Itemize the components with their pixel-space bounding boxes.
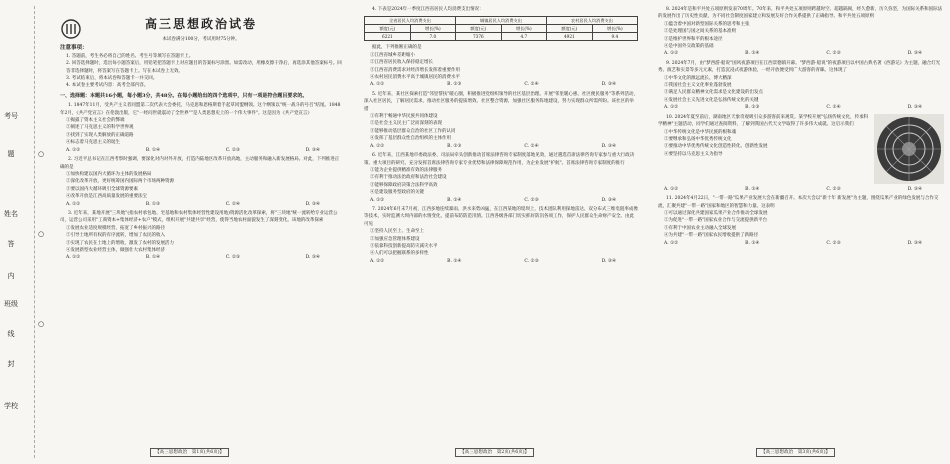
answer-choice: B. ①④	[745, 186, 760, 192]
answer-choices	[364, 197, 638, 204]
table-subheader: 增长(%)	[501, 25, 546, 33]
answer-choice: A. ①②	[664, 105, 679, 111]
question-option: ④农村居民消费水平高于城镇居民的消费水平	[370, 75, 460, 81]
answer-choice: B. ①④	[145, 255, 161, 261]
answer-choices	[60, 147, 342, 154]
question-option: ④改革开放是江西高质量发展的重要法宝	[66, 194, 147, 200]
answer-choice: D. ③④	[907, 240, 922, 246]
answer-choice: D. ③④	[601, 82, 616, 88]
notes-title: 注意事项：	[60, 45, 88, 52]
question-option: ①蕴含着中国对新型国际关系的思考和主张	[664, 21, 750, 27]
answer-choice: A. ①②	[664, 186, 679, 192]
answer-choice: A. ①②	[66, 255, 81, 261]
question-option: ③有利于中国农业主动融入全球发展	[664, 225, 736, 231]
question-option: ①中华传统文化是中华民族的根和魂	[664, 129, 736, 135]
question-option: ②是处理国与国之间关系的基本准则	[664, 29, 736, 35]
question-option: ④标志着马克思主义的诞生	[66, 140, 120, 146]
question-option: ①发展农业适度规模经营，拓宽了乡村振兴的路径	[66, 225, 165, 231]
binding-hole: ○	[38, 150, 45, 158]
section-heading: 一、选择题：本题共16小题，每小题3分，共48分。在每小题给出的四个选项中，只有一项是符合题目要求的。	[60, 92, 308, 99]
answer-choice: C. ②④	[524, 82, 539, 88]
table-subheader: 额度(元)	[365, 25, 411, 33]
page-1	[60, 4, 342, 444]
question-option: ①坚持人民至上、生命至上	[370, 229, 424, 235]
exam-title: 高三思想政治试卷	[144, 17, 257, 31]
page-2	[364, 4, 638, 444]
answer-choice: A. ①②	[370, 143, 385, 149]
answer-choice: D. ③④	[601, 258, 616, 264]
question-option: ③要以国内大循环吸引全球资源要素	[66, 186, 138, 192]
answer-choice: C. ②③	[826, 186, 841, 192]
question-option: ①有利于畅通中华民族共同体建设	[370, 114, 438, 120]
page-footer: 【高三思想政治 第1页(共6页)】	[150, 448, 229, 457]
answer-choices	[364, 143, 638, 150]
question-option: ①江西省城乡差距缩小	[370, 52, 415, 58]
question-option: ④是中国外交政策的基础	[664, 44, 714, 50]
question-option: ④发挥了基层群众性自治组织的主体作用	[370, 136, 451, 142]
question-4: 4. 下表是2024年一季度江西省居民人均消费支出情况：	[372, 7, 484, 12]
answer-choice: C. ②③	[225, 147, 240, 153]
answer-choice: C. ②③	[826, 51, 841, 57]
question-option: ①可以通过深化共建国家瓜果产业合作推动全球发展	[664, 210, 768, 216]
note-item: 4. 本试卷主要考试内容：高考全部内容。	[66, 83, 149, 89]
note-item: 2. 回答选择题时，选出每小题答案后，用铅笔把答题卡上对应题目的答案标号涂黑。如需改动，用橡皮擦干净后，再选涂其他答案标号。回答非选择题时，将答案写在答题卡上。写在本试卷上无效。	[66, 61, 342, 74]
table-header: 城镇居民人均消费支出	[455, 17, 546, 25]
page-footer: 【高三思想政治 第3页(共6页)】	[756, 448, 835, 457]
question-option: ②为促进"一带一路"国家农业合作与交流提供新平台	[664, 218, 768, 224]
answer-choice: C. ②④	[826, 105, 841, 111]
question-option: ②加强应急管理体系建设	[370, 236, 420, 242]
answer-choice: A. ①②	[66, 147, 81, 153]
answer-choice: D. ③④	[305, 201, 320, 207]
question-option: ③满足人民群众精神文化需求是文化建设的出发点	[664, 90, 763, 96]
answer-choice: B. ①④	[145, 147, 161, 153]
answer-choice: C. ②④	[524, 143, 539, 149]
answer-choice: D. ③④	[305, 147, 320, 153]
binding-hole: ○	[38, 230, 45, 238]
margin-field-class: 班级	[4, 300, 18, 308]
table-header: 农村居民人均消费支出	[546, 17, 637, 25]
question-option: ①能为企业提供精准有效的法律服务	[370, 167, 442, 173]
question-option: ②我国社会主义文化事业蓬勃发展	[664, 83, 732, 89]
answer-choices	[658, 50, 944, 57]
question-option: ④发展新型农业经营主体，做强壮大农村集体经济	[66, 247, 165, 253]
table-cell: 6221	[365, 33, 411, 41]
margin-mark: 封	[7, 360, 15, 368]
note-item: 1. 答题前，考生务必将自己的姓名、考生号等填写在答题卡上。	[66, 53, 194, 59]
binding-line	[34, 6, 35, 458]
question-option: ③是维护世界和平的根本途径	[664, 36, 723, 42]
question-2: 2. 习近平总书记在江西考察时强调，要深化对内对外开放，打造内陆地区改革开放高地，主动服务和融入新发展格局。对此，下列推进正确的是	[60, 157, 340, 170]
question-option: ②江西省居民收入保持稳定增长	[370, 60, 433, 66]
answer-choices	[364, 258, 638, 265]
table-subheader: 额度(元)	[455, 25, 501, 33]
question-10: 10. 2024年夏至前后，湖南地区天象奇观吸引众多游客前来观赏。某学校开展"弘扬传统文化，传承科学精神"主题活动，同学们通过查阅资料，了解到我国古代天文学取得了许多伟大成就。这启示我们	[658, 114, 869, 128]
answer-choice: B. ①④	[447, 258, 462, 264]
question-option: ①揭露了资本主义社会的弊端	[66, 118, 125, 124]
answer-choice: B. ①③	[447, 82, 462, 88]
answer-choice: C. ②③	[524, 197, 539, 203]
question-option: ③依靠科技创新提高防灾减灾水平	[370, 243, 438, 249]
answer-choice: D. ③④	[601, 197, 616, 203]
question-option: ③实现了农民在土地上的增收，激发了农村的发展活力	[66, 240, 174, 246]
question-option: ②要继承和弘扬中华优秀传统文化	[664, 136, 732, 142]
margin-mark: 线	[7, 330, 15, 338]
question-11: 11. 2024年4月22日，"一带一路"瓜果产业发展大会在新疆召开。本次大会以"新十年 新发展"为主题，围绕瓜果产业的绿色发展与合作交流，汇聚共建"一带一路"国家和地区的智慧和力量。这表明	[658, 196, 939, 209]
answer-choice: B. ①④	[745, 51, 760, 57]
question-option: ③要推动中华优秀传统文化创造性转化、创新性发展	[664, 144, 768, 150]
question-option: ②有利于推动法治政府和法治社会建设	[370, 175, 447, 181]
question-1: 1. 1847年11月，受共产主义者同盟第二次代表大会委托，马克思和恩格斯着手起草同盟纲领。这个纲领以"统一战斗的号召"结尾。1848年2月，《共产党宣言》在伦敦出版，它"一经问世就震动了全世界""是人类思想史上的一个伟大事件"。这是因为《共产党宣言》	[60, 103, 341, 116]
answer-choice: D. ③④	[907, 51, 922, 57]
page-3	[658, 4, 944, 444]
answer-choice: D. ③④	[907, 105, 922, 111]
answer-choices	[658, 104, 944, 111]
answer-choice: C. ②③	[826, 240, 841, 246]
answer-choice: A. ①②	[66, 201, 81, 207]
margin-field-exam-number: 考号	[4, 112, 18, 120]
table-cell: 4.7	[501, 33, 546, 41]
question-5: 5. 近年来，某社区探索打造"邻里帮扶"暖心圈，积极推进党组织领导的社区基层治理。开展"邻里暖心惠、社区便民服务"等系列活动，深入社区居民，了解居民需求，推动社区服务的提质增效。社区整合资源，加强社区服务阵地建设，努力实现群众所需所盼。该社区的举措	[364, 91, 638, 112]
table-subheader: 增长(%)	[592, 25, 637, 33]
publisher-logo-icon	[60, 18, 82, 40]
question-6: 6. 近年来，江西某地市委政法委、司法局牵头创新推动首席法律咨询专家制度落地见效，通过遴选首席法律咨询专家参与重大行政决策、重大项目的研究、充分发挥首席法律咨询专家专业优势和法律保障规范作用，为企业发展"护航"。首席法律咨询专家制度的推行	[364, 153, 635, 166]
question-option: ②引导土地所有权的有序流转，增加了农民的收入	[66, 233, 165, 239]
question-3: 3. 近年来，某地开展"三块地"(指农村承包地、宅基地和农村集体经营性建设用地)资源活化改革探索，将"三块地"统一流转给专业运营公司，运营公司采用"工商资本+集体经济+农户"模式，组织开展"共建共享"经营，使得当地农村面貌发生了深刻变化。该地的改革探索	[60, 210, 338, 224]
answer-choices	[60, 201, 342, 208]
question-option: ①中华文化的源远流长、博大精深	[664, 75, 732, 81]
question-option: ②深化改革开放，更好统筹国内国际两个市场两种资源	[66, 179, 174, 185]
margin-mark: 内	[7, 272, 15, 280]
answer-choice: A. ①②	[370, 82, 385, 88]
table-cell: 4921	[546, 33, 592, 41]
table-header: 全省居民人均消费支出	[365, 17, 456, 25]
astronomy-disc-illustration	[874, 114, 944, 184]
question-option: ④为共建"一带一路"国家农民增收提供了新路径	[664, 233, 759, 239]
page-footer: 【高三思想政治 第2页(共6页)】	[455, 448, 534, 457]
answer-choice: B. ①③	[145, 201, 161, 207]
margin-mark: 题	[7, 150, 15, 158]
answer-choice: D. ③④	[601, 143, 616, 149]
answer-choice: B. ①④	[447, 197, 462, 203]
question-8: 8. 2024年是和平共处五项原则发表70周年。70年来，和平共处五项原则跨越时空、超越隔阂，经久愈新，历久弥坚，为国际关系和国际法的发展作出了历史性贡献，为不同社会制度国家建立和发展友好合作关系提供了正确指导。和平共处五项原则	[658, 7, 943, 20]
question-option: ④发展社会主义先进文化是弘扬传统文化的关键	[664, 97, 759, 103]
table-subheader: 额度(元)	[546, 25, 592, 33]
question-7: 7. 2024年6月末7月初，江西多地连续暴雨、洪水来势凶猛，在江西某地的堤坝上，技术团队利用探地雷达、双分布式三维电阻率成像等技术，实时监测大坝内部的水情变化，提前布防防范汛情。江西各级各部门切实抓好防汛各项工作，保护人民群众生命财产安全。由此可见	[364, 206, 638, 227]
table-cell: 9.4	[592, 33, 637, 41]
answer-choices	[60, 254, 342, 261]
answer-choice: B. ①③	[745, 105, 760, 111]
binding-margin	[0, 0, 52, 464]
question-9: 9. 2024年7月，由"梦西游·船说"国风夜游项目在江西景德镇开幕。"梦西游·船说"的夜游项目以中国古典名著《西游记》为主题，融合灯光秀、演艺和实景等多元元素，打造沉浸式夜游体验，一经开放便受到广大游客的青睐。这体现了	[658, 60, 941, 74]
margin-mark: 答	[7, 240, 15, 248]
question-option: ②阐述了马克思主义的科学世界观	[66, 125, 134, 131]
answer-choice: A. ①②	[664, 240, 679, 246]
answer-choice: B. ①③	[447, 143, 462, 149]
answer-choice: C. ②③	[524, 258, 539, 264]
note-item: 3. 考试结束后，将本试卷和答题卡一并交回。	[66, 76, 158, 82]
table-subheader: 增长(%)	[410, 25, 455, 33]
answer-choices	[658, 186, 944, 193]
table-cell: 7376	[455, 33, 501, 41]
table-cell: 7.0	[410, 33, 455, 41]
answer-choice: A. ①②	[370, 197, 385, 203]
question-option: ④是建设服务型政府的关键	[370, 190, 424, 196]
question-option: ③找到了实现人类解放的正确道路	[66, 132, 134, 138]
question-option: ③能够保障政府决策合法科学高效	[370, 182, 438, 188]
consumption-table	[364, 16, 638, 41]
exam-info: 本试卷满分100分，考试用时75分钟。	[162, 37, 240, 42]
answer-choice: A. ①②	[370, 258, 385, 264]
answer-choices	[364, 81, 638, 88]
question-option: ③能够推动基层群众自治的社区工作的认同	[370, 128, 456, 134]
question-option: ④人们可以把握联系的多样性	[370, 251, 429, 257]
margin-field-school: 学校	[4, 402, 18, 410]
answer-choice: D. ③④	[305, 255, 320, 261]
answer-choice: A. ①②	[664, 51, 679, 57]
answer-choice: C. ②③	[225, 255, 240, 261]
question-option: ②是社会主义民主广泛而深刻的表现	[370, 121, 442, 127]
question-option: ④要坚持以马克思主义为指导	[664, 151, 723, 157]
question-option: ①加快构建以国内大循环为主体的发展格局	[66, 171, 152, 177]
binding-hole: ○	[38, 320, 45, 328]
answer-choices	[658, 240, 944, 247]
answer-choice: C. ②④	[225, 201, 240, 207]
question-option: ③江西省消费需求对经济增长发挥着重要作用	[370, 67, 460, 73]
question-stem: 据此，下列推断正确的是	[372, 45, 422, 51]
answer-choice: B. ①④	[745, 240, 760, 246]
answer-choice: D. ③④	[907, 186, 922, 192]
margin-field-name: 姓名	[4, 210, 18, 218]
